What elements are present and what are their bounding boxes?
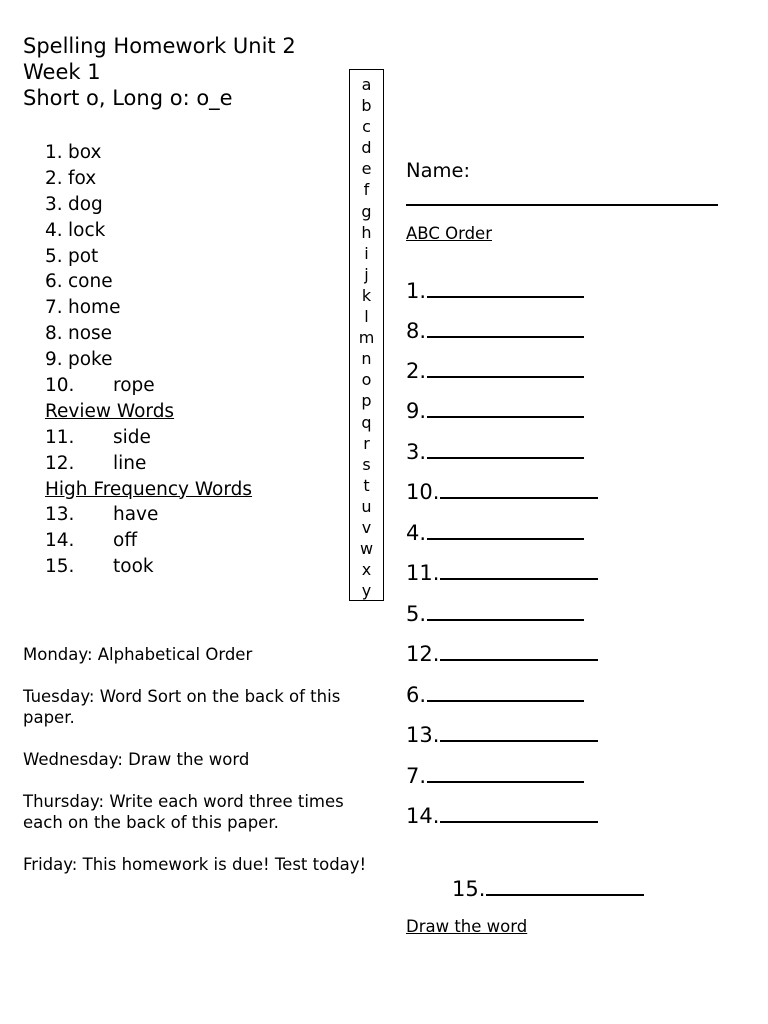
answer-blank[interactable] — [427, 318, 584, 338]
word-text: nose — [68, 323, 113, 345]
alphabet-letter: s — [362, 454, 371, 474]
list-item — [45, 347, 252, 373]
alphabet-letter: n — [361, 349, 372, 369]
answer-blank[interactable] — [486, 876, 644, 896]
answer-blank[interactable] — [440, 479, 598, 499]
word-number: 5. — [45, 245, 63, 267]
answer-number: 6. — [406, 683, 427, 707]
alphabet-letter: e — [361, 159, 372, 179]
alphabet-letter: c — [362, 117, 371, 137]
word-number: 3. — [45, 193, 63, 215]
answer-number: 9. — [406, 399, 427, 423]
word-number: 14. — [45, 530, 75, 552]
alphabet-letter: j — [364, 264, 369, 284]
alphabet-letter: m — [358, 328, 375, 348]
alphabet-letter: w — [359, 539, 374, 559]
word-number: 1. — [45, 142, 63, 163]
alphabet-letter: d — [361, 138, 372, 158]
abc-order-heading: ABC Order — [406, 224, 492, 243]
alphabet-letter: q — [361, 412, 372, 432]
answer-blank[interactable] — [427, 520, 584, 540]
word-text: box — [68, 142, 102, 163]
list-item — [45, 502, 252, 528]
answer-blank[interactable] — [440, 722, 598, 742]
answer-number: 1. — [406, 279, 427, 303]
list-item — [45, 554, 252, 580]
word-text: off — [113, 530, 138, 552]
alphabet-letter: k — [361, 285, 372, 305]
friday-task: Friday: This homework is due! Test today! — [23, 855, 367, 874]
answer-blank[interactable] — [427, 763, 584, 783]
thursday-task: Thursday: Write each word three times each on the back of this paper. — [23, 792, 344, 832]
answer-line[interactable] — [406, 520, 584, 546]
word-number: 4. — [45, 219, 63, 241]
word-number: 12. — [45, 452, 75, 474]
page-title — [23, 33, 296, 111]
answer-line[interactable] — [406, 803, 598, 829]
answer-number: 11. — [406, 561, 440, 585]
name-label: Name: — [406, 159, 471, 182]
word-text: side — [113, 426, 151, 448]
word-number: 7. — [45, 297, 63, 319]
word-number: 11. — [45, 426, 75, 448]
word-text: home — [68, 297, 121, 319]
answer-blank[interactable] — [427, 439, 584, 459]
alphabet-letter: u — [361, 496, 372, 516]
answer-line[interactable] — [406, 358, 584, 384]
answer-number: 12. — [406, 642, 440, 666]
name-write-line[interactable] — [406, 204, 718, 206]
alphabet-letter: p — [361, 391, 372, 411]
word-number: 2. — [45, 167, 63, 189]
answer-blank[interactable] — [440, 803, 598, 823]
answer-line[interactable] — [406, 722, 598, 748]
answer-number: 10. — [406, 480, 440, 504]
word-number: 8. — [45, 323, 63, 345]
alphabet-letter: o — [361, 370, 372, 390]
answer-line[interactable] — [406, 763, 584, 789]
high-frequency-words-heading-text: High Frequency Words — [45, 478, 253, 500]
word-text: rope — [113, 375, 155, 397]
list-item — [45, 192, 252, 218]
answer-line[interactable] — [406, 318, 584, 344]
answer-number: 14. — [406, 804, 440, 828]
list-item — [45, 528, 252, 554]
draw-the-word-heading: Draw the word — [406, 917, 528, 936]
answer-number: 13. — [406, 723, 440, 747]
list-item — [45, 166, 252, 192]
answer-line[interactable] — [406, 682, 584, 708]
answer-number: 4. — [406, 521, 427, 545]
list-item — [45, 218, 252, 244]
title-line-3: Short o, Long o: o_e — [23, 86, 233, 110]
alphabet-letter: h — [361, 222, 372, 242]
word-number: 9. — [45, 349, 63, 371]
answer-line[interactable] — [452, 876, 644, 902]
word-text: have — [113, 504, 159, 526]
word-text: dog — [68, 193, 103, 215]
word-number: 10. — [45, 375, 75, 397]
list-item — [45, 244, 252, 270]
word-text: poke — [68, 349, 113, 371]
word-text: pot — [68, 245, 99, 267]
alphabet-letter: l — [364, 307, 369, 327]
monday-task: Monday: Alphabetical Order — [23, 645, 253, 664]
answer-line[interactable] — [406, 278, 584, 304]
list-item — [45, 451, 252, 477]
alphabet-letter: a — [361, 75, 372, 94]
list-item — [45, 321, 252, 347]
spelling-word-list — [45, 140, 252, 580]
answer-number: 2. — [406, 359, 427, 383]
word-text: cone — [68, 271, 113, 293]
answer-number: 7. — [406, 764, 427, 788]
alphabet-letter: v — [361, 517, 372, 537]
answer-blank[interactable] — [427, 358, 584, 378]
answer-number: 15. — [452, 877, 486, 901]
list-item — [45, 140, 252, 166]
word-text: lock — [68, 219, 106, 241]
answer-line[interactable] — [406, 479, 598, 505]
list-item — [45, 295, 252, 321]
alphabet-strip — [349, 69, 384, 601]
list-item — [45, 269, 252, 295]
tuesday-task: Tuesday: Word Sort on the back of this paper. — [23, 687, 341, 727]
answer-blank[interactable] — [440, 641, 598, 661]
alphabet-letter: t — [363, 475, 370, 495]
word-number: 15. — [45, 556, 75, 578]
word-text: fox — [68, 167, 97, 189]
answer-blank[interactable] — [427, 398, 584, 418]
review-words-heading — [45, 399, 252, 425]
alphabet-letter: r — [363, 433, 370, 453]
answer-blank[interactable] — [427, 682, 584, 702]
wednesday-task: Wednesday: Draw the word — [23, 750, 250, 769]
word-text: line — [113, 452, 147, 474]
word-number: 6. — [45, 271, 63, 293]
answer-blank[interactable] — [427, 601, 584, 621]
word-text: took — [113, 556, 154, 578]
weekly-schedule — [23, 644, 368, 896]
answer-line[interactable] — [406, 641, 598, 667]
alphabet-letter: y — [361, 581, 372, 601]
alphabet-letter: x — [361, 560, 372, 580]
title-line-2: Week 1 — [23, 60, 101, 84]
answer-line[interactable] — [406, 398, 584, 424]
answer-line[interactable] — [406, 560, 598, 586]
answer-line[interactable] — [406, 439, 584, 465]
title-line-1: Spelling Homework Unit 2 — [23, 34, 296, 58]
high-frequency-words-heading — [45, 477, 252, 503]
answer-number: 3. — [406, 440, 427, 464]
alphabet-letter: g — [361, 201, 372, 221]
alphabet-letter: b — [361, 96, 372, 116]
alphabet-letter: f — [363, 180, 370, 200]
alphabet-letter: i — [364, 243, 369, 263]
answer-blank[interactable] — [440, 560, 598, 580]
list-item — [45, 373, 252, 399]
word-number: 13. — [45, 504, 75, 526]
answer-number: 5. — [406, 602, 427, 626]
list-item — [45, 425, 252, 451]
answer-line[interactable] — [406, 601, 584, 627]
review-words-heading-text: Review Words — [45, 400, 175, 422]
answer-blank[interactable] — [427, 278, 584, 298]
answer-number: 8. — [406, 319, 427, 343]
